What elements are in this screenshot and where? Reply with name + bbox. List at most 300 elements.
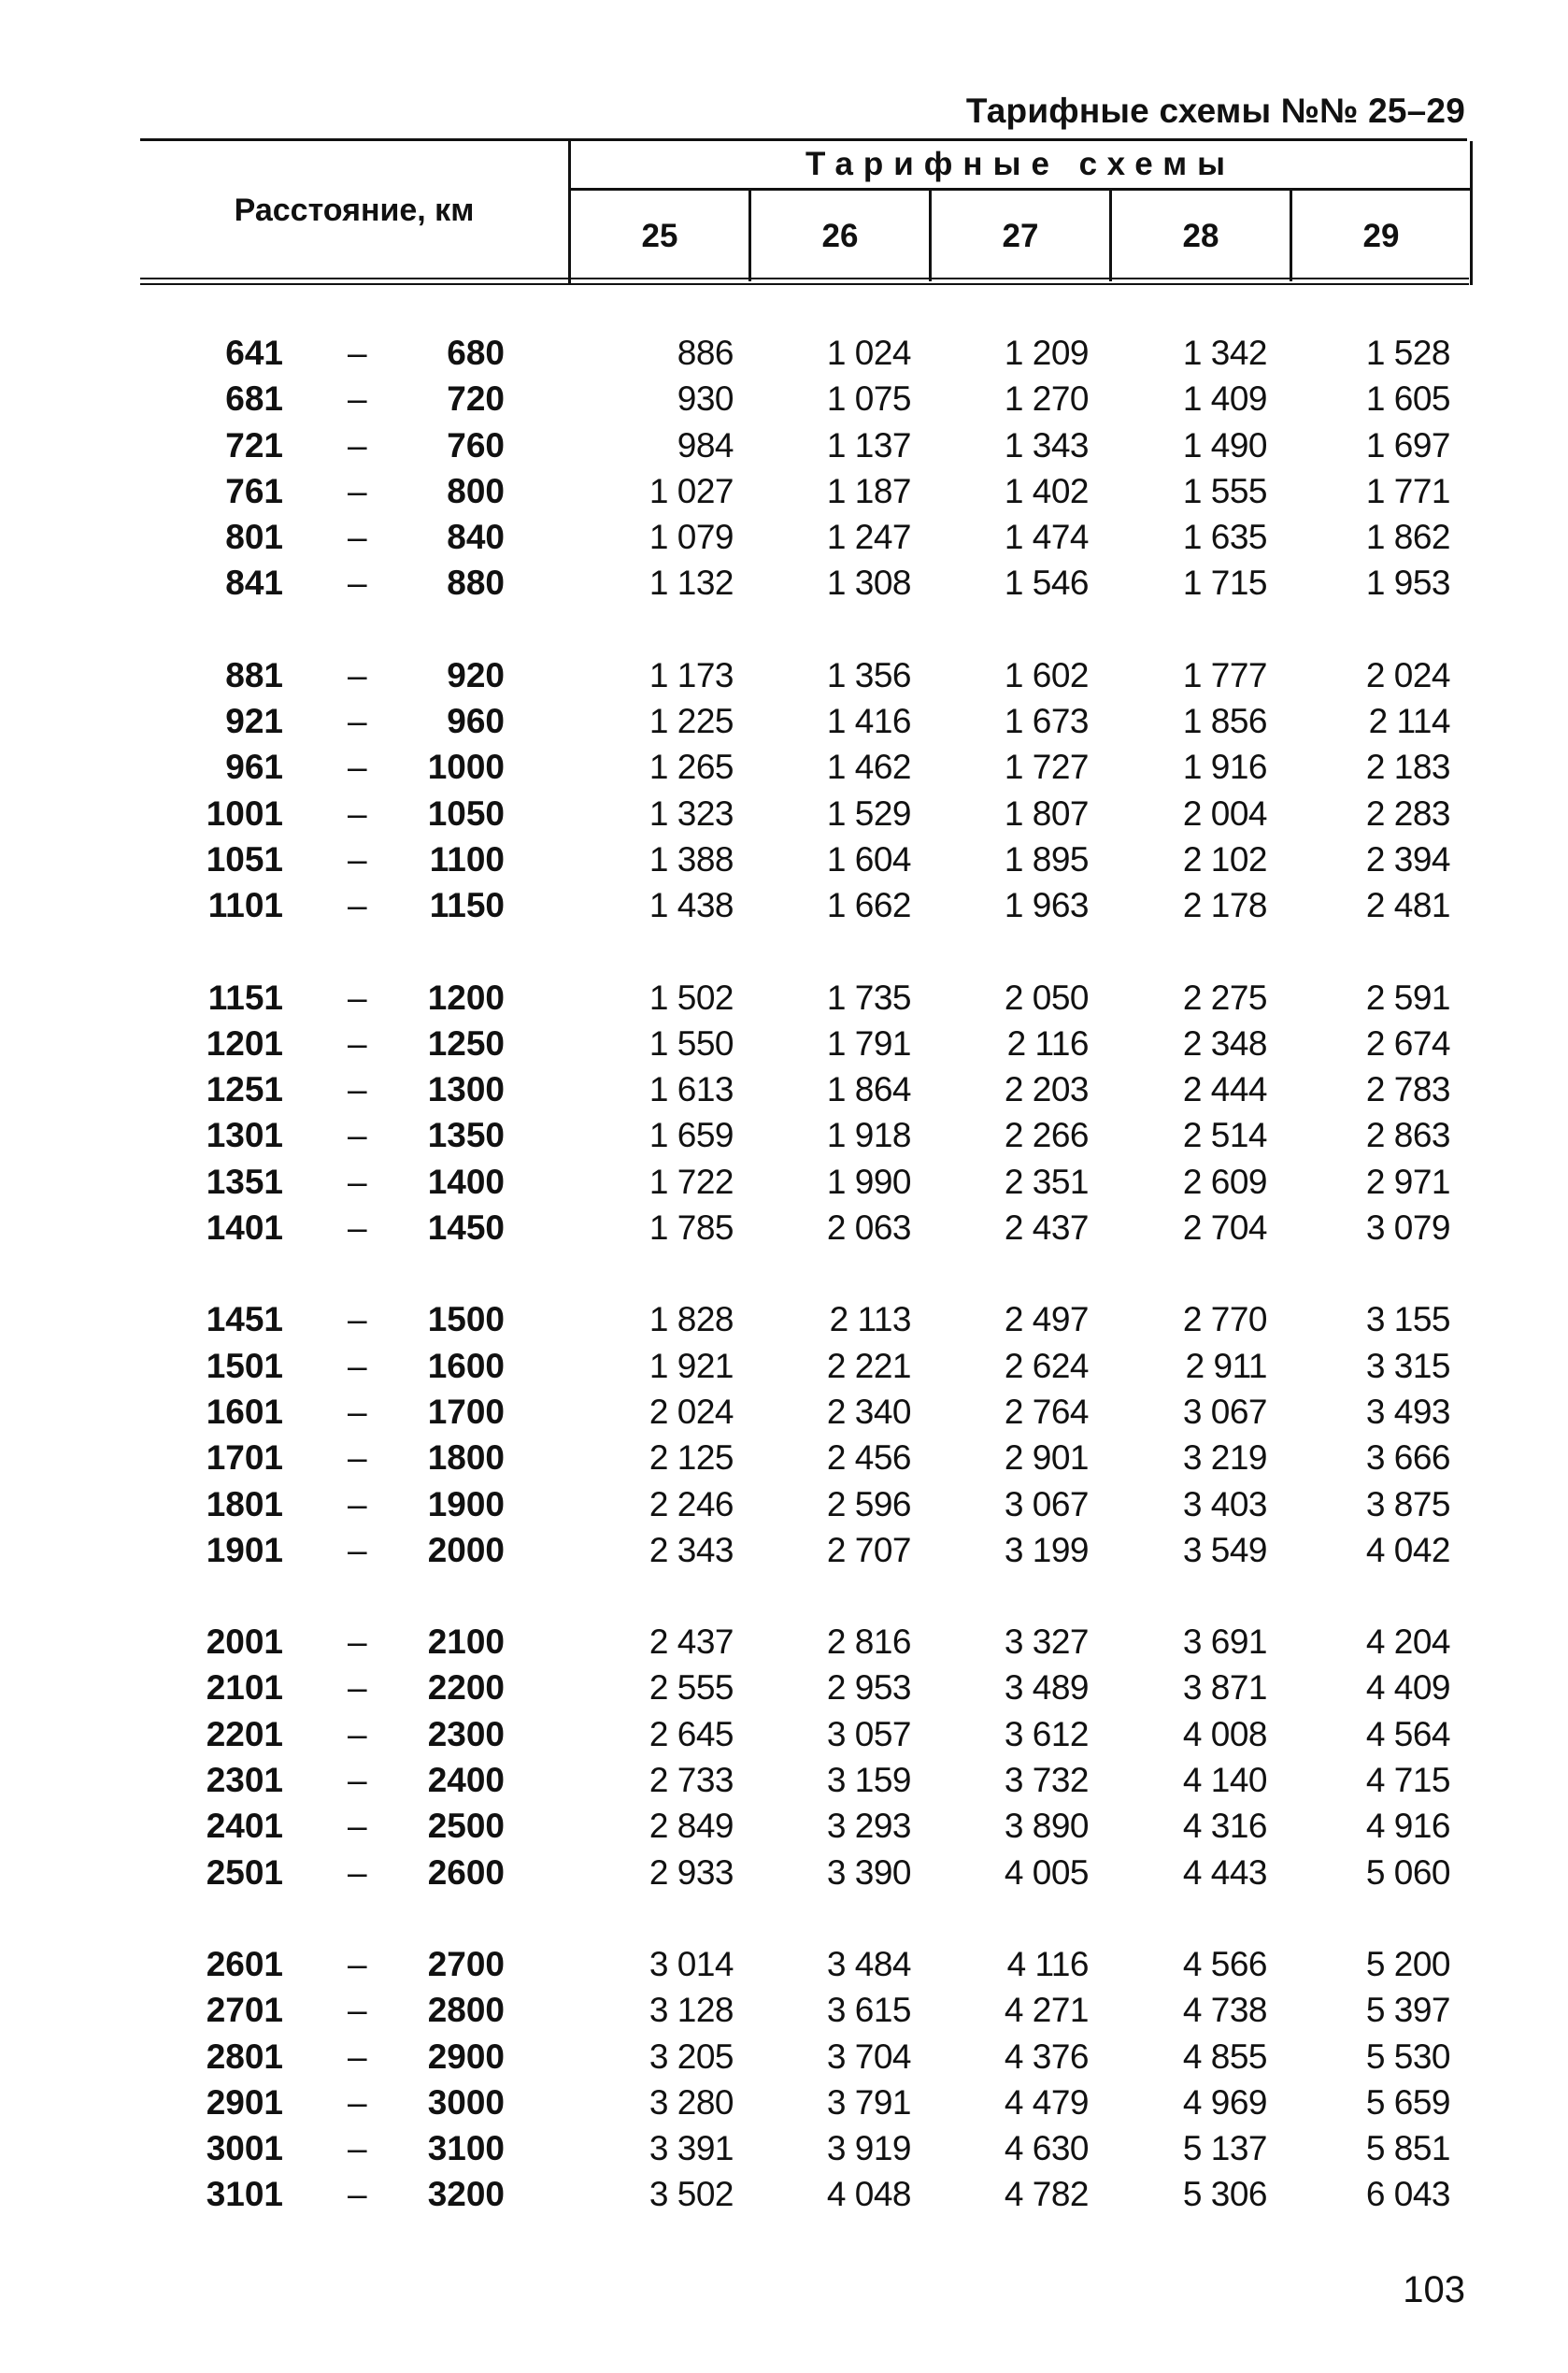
tariff-value-scheme-29: 5 397 — [1365, 1991, 1450, 2030]
tariff-table-body — [140, 330, 1467, 2264]
distance-range — [140, 1757, 505, 1803]
tariff-value-scheme-27: 3 732 — [1004, 1761, 1089, 1800]
tariff-value-scheme-26: 1 604 — [826, 839, 911, 879]
distance-from: 3101 — [206, 2175, 283, 2214]
tariff-value-scheme-26: 3 704 — [826, 2037, 911, 2076]
distance-range — [140, 1803, 505, 1849]
tariff-value-scheme-26: 1 529 — [826, 793, 911, 833]
tariff-value-scheme-27: 3 199 — [1004, 1530, 1089, 1569]
distance-from: 681 — [225, 379, 283, 419]
range-dash: – — [348, 1438, 367, 1478]
distance-to: 1150 — [429, 886, 505, 925]
range-dash: – — [348, 1300, 367, 1339]
range-dash: – — [348, 1852, 367, 1892]
tariff-value-scheme-28: 1 409 — [1182, 379, 1267, 419]
table-row — [140, 652, 1467, 698]
distance-range — [140, 1112, 505, 1158]
range-dash: – — [348, 518, 367, 557]
scheme-28-header: 28 — [1109, 191, 1290, 281]
tariff-value-scheme-29: 5 060 — [1365, 1852, 1450, 1892]
distance-to: 1050 — [427, 793, 505, 833]
tariff-value-scheme-29: 2 283 — [1365, 793, 1450, 833]
tariff-value-scheme-29: 2 971 — [1365, 1162, 1450, 1201]
table-row — [140, 1987, 1467, 2033]
tariff-value-scheme-28: 3 219 — [1182, 1438, 1267, 1478]
tariff-value-scheme-25: 2 125 — [649, 1438, 734, 1478]
tariff-value-scheme-27: 1 727 — [1004, 748, 1089, 787]
tariff-value-scheme-26: 3 159 — [826, 1761, 911, 1800]
distance-from: 641 — [225, 334, 283, 372]
tariff-value-scheme-25: 2 933 — [649, 1852, 734, 1892]
tariff-value-scheme-29: 2 674 — [1365, 1023, 1450, 1063]
table-row — [140, 1343, 1467, 1389]
tariff-value-scheme-25: 1 132 — [649, 564, 734, 603]
tariff-value-scheme-26: 3 791 — [826, 2082, 911, 2122]
distance-from: 881 — [225, 655, 283, 694]
distance-to: 2500 — [427, 1807, 505, 1846]
tariff-value-scheme-27: 4 005 — [1004, 1852, 1089, 1892]
distance-range — [140, 1389, 505, 1435]
distance-from: 1301 — [206, 1116, 283, 1155]
tariff-value-scheme-25: 1 323 — [649, 793, 734, 833]
distance-range — [140, 2125, 505, 2171]
range-dash: – — [348, 2037, 367, 2076]
tariff-value-scheme-27: 2 437 — [1004, 1208, 1089, 1248]
table-block — [140, 1619, 1467, 1895]
tariff-value-scheme-25: 1 027 — [649, 471, 734, 510]
tariff-value-scheme-26: 1 462 — [826, 748, 911, 787]
distance-range — [140, 422, 505, 468]
table-row — [140, 2080, 1467, 2125]
distance-from: 1351 — [206, 1162, 283, 1201]
tariff-value-scheme-29: 3 315 — [1365, 1346, 1450, 1385]
tariff-value-scheme-26: 1 024 — [826, 334, 911, 372]
scheme-numbers-row — [571, 191, 1470, 281]
tariff-value-scheme-26: 1 137 — [826, 425, 911, 465]
tariff-value-scheme-26: 1 356 — [826, 655, 911, 694]
tariff-value-scheme-26: 2 707 — [826, 1530, 911, 1569]
distance-range — [140, 836, 505, 882]
distance-from: 2001 — [206, 1623, 283, 1662]
scheme-25-header: 25 — [641, 217, 678, 254]
distance-from: 921 — [225, 702, 283, 741]
distance-range — [140, 1665, 505, 1710]
tariff-value-scheme-29: 6 043 — [1365, 2175, 1450, 2214]
tariff-value-scheme-25: 2 246 — [649, 1484, 734, 1523]
table-row — [140, 514, 1467, 560]
table-row — [140, 560, 1467, 606]
tariff-value-scheme-28: 3 549 — [1182, 1530, 1267, 1569]
tariff-value-scheme-27: 1 673 — [1004, 702, 1089, 741]
tariff-value-scheme-26: 2 340 — [826, 1392, 911, 1431]
tariff-value-scheme-29: 5 530 — [1365, 2037, 1450, 2076]
tariff-value-scheme-28: 4 140 — [1182, 1761, 1267, 1800]
scheme-26-header: 26 — [748, 191, 929, 281]
tariff-value-scheme-29: 2 863 — [1365, 1116, 1450, 1155]
tariff-value-scheme-27: 3 890 — [1004, 1807, 1089, 1846]
tariff-value-scheme-25: 1 785 — [649, 1208, 734, 1248]
tariff-value-scheme-26: 3 919 — [826, 2129, 911, 2168]
distance-to: 1600 — [427, 1346, 505, 1385]
range-dash: – — [348, 379, 367, 419]
distance-to: 1400 — [427, 1162, 505, 1201]
distance-range — [140, 376, 505, 422]
distance-from: 721 — [225, 425, 283, 465]
distance-from: 1901 — [206, 1530, 283, 1569]
tariff-value-scheme-25: 1 613 — [649, 1070, 734, 1109]
tariff-value-scheme-28: 2 178 — [1182, 886, 1267, 925]
schemes-group-label: Тарифные схемы — [571, 141, 1470, 191]
table-row — [140, 1757, 1467, 1803]
tariff-value-scheme-25: 3 128 — [649, 1991, 734, 2030]
table-row — [140, 1527, 1467, 1573]
tariff-value-scheme-27: 2 624 — [1004, 1346, 1089, 1385]
range-dash: – — [348, 1714, 367, 1753]
table-row — [140, 2171, 1467, 2217]
table-row — [140, 1296, 1467, 1342]
tariff-value-scheme-29: 2 394 — [1365, 839, 1450, 879]
tariff-value-scheme-26: 1 864 — [826, 1070, 911, 1109]
tariff-value-scheme-28: 2 444 — [1182, 1070, 1267, 1109]
distance-range — [140, 975, 505, 1021]
distance-to: 3200 — [427, 2175, 505, 2214]
distance-to: 2900 — [427, 2037, 505, 2076]
tariff-value-scheme-25: 1 722 — [649, 1162, 734, 1201]
range-dash: – — [348, 1623, 367, 1662]
distance-range — [140, 1850, 505, 1895]
tariff-value-scheme-25: 3 205 — [649, 2037, 734, 2076]
range-dash: – — [348, 839, 367, 879]
table-row — [140, 698, 1467, 744]
tariff-value-scheme-26: 1 416 — [826, 702, 911, 741]
distance-range — [140, 744, 505, 790]
distance-range — [140, 1481, 505, 1527]
distance-from: 2701 — [206, 1991, 283, 2030]
distance-to: 920 — [447, 655, 505, 694]
distance-from: 1401 — [206, 1208, 283, 1248]
tariff-value-scheme-25: 2 343 — [649, 1530, 734, 1569]
distance-from: 1601 — [206, 1392, 283, 1431]
range-dash: – — [348, 1668, 367, 1708]
range-dash: – — [348, 1530, 367, 1569]
table-row — [140, 1619, 1467, 1665]
tariff-value-scheme-25: 1 502 — [649, 978, 734, 1017]
distance-from: 1151 — [207, 978, 283, 1017]
tariff-value-scheme-29: 3 493 — [1365, 1392, 1450, 1431]
distance-column-label: Расстояние, км — [234, 192, 475, 228]
table-row — [140, 330, 1467, 376]
range-dash: – — [348, 425, 367, 465]
table-row — [140, 422, 1467, 468]
distance-from: 2501 — [206, 1852, 283, 1892]
distance-to: 2600 — [427, 1852, 505, 1892]
table-row — [140, 1941, 1467, 1987]
tariff-value-scheme-27: 4 630 — [1004, 2129, 1089, 2168]
tariff-value-scheme-28: 2 770 — [1182, 1300, 1267, 1339]
distance-from: 3001 — [206, 2129, 283, 2168]
distance-range — [140, 1066, 505, 1112]
tariff-value-scheme-26: 2 596 — [826, 1484, 911, 1523]
distance-from: 1251 — [206, 1070, 283, 1109]
tariff-value-scheme-27: 1 546 — [1004, 564, 1089, 603]
tariff-value-scheme-29: 3 875 — [1365, 1484, 1450, 1523]
table-row — [140, 2125, 1467, 2171]
tariff-value-scheme-29: 1 862 — [1365, 518, 1450, 557]
distance-to: 720 — [447, 379, 505, 419]
distance-to: 680 — [447, 334, 505, 372]
tariff-value-scheme-25: 3 280 — [649, 2082, 734, 2122]
distance-range — [140, 1205, 505, 1251]
range-dash: – — [348, 2129, 367, 2168]
tariff-value-scheme-28: 4 855 — [1182, 2037, 1267, 2076]
tariff-value-scheme-27: 1 602 — [1004, 655, 1089, 694]
range-dash: – — [348, 1116, 367, 1155]
range-dash: – — [348, 748, 367, 787]
tariff-value-scheme-27: 1 474 — [1004, 518, 1089, 557]
tariff-value-scheme-26: 1 791 — [826, 1023, 911, 1063]
tariff-value-scheme-27: 1 963 — [1004, 886, 1089, 925]
table-row — [140, 1803, 1467, 1849]
distance-column-header — [140, 141, 568, 285]
table-row — [140, 2034, 1467, 2080]
tariff-value-scheme-27: 3 067 — [1004, 1484, 1089, 1523]
distance-to: 1500 — [427, 1300, 505, 1339]
range-dash: – — [348, 471, 367, 510]
tariff-value-scheme-26: 3 057 — [826, 1714, 911, 1753]
table-row — [140, 1112, 1467, 1158]
table-row — [140, 1435, 1467, 1480]
tariff-value-scheme-27: 1 402 — [1004, 471, 1089, 510]
tariff-value-scheme-29: 4 042 — [1365, 1530, 1450, 1569]
tariff-value-scheme-26: 1 735 — [826, 978, 911, 1017]
tariff-value-scheme-26: 1 075 — [826, 379, 911, 419]
distance-to: 1300 — [427, 1070, 505, 1109]
tariff-value-scheme-28: 2 275 — [1182, 978, 1267, 1017]
distance-range — [140, 2080, 505, 2125]
table-row — [140, 1159, 1467, 1205]
distance-from: 1101 — [207, 886, 283, 925]
range-dash: – — [348, 334, 367, 372]
tariff-value-scheme-25: 1 828 — [649, 1300, 734, 1339]
distance-range — [140, 652, 505, 698]
range-dash: – — [348, 1761, 367, 1800]
tariff-value-scheme-26: 3 484 — [826, 1944, 911, 1983]
distance-range — [140, 1159, 505, 1205]
tariff-value-scheme-28: 4 566 — [1182, 1944, 1267, 1983]
tariff-value-scheme-25: 886 — [677, 334, 734, 372]
distance-range — [140, 1941, 505, 1987]
distance-range — [140, 2171, 505, 2217]
tariff-value-scheme-26: 1 187 — [826, 471, 911, 510]
schemes-header — [568, 141, 1473, 285]
distance-to: 2100 — [427, 1623, 505, 1662]
distance-to: 1900 — [427, 1484, 505, 1523]
distance-to: 2800 — [427, 1991, 505, 2030]
distance-range — [140, 1987, 505, 2033]
tariff-value-scheme-28: 4 008 — [1182, 1714, 1267, 1753]
distance-range — [140, 791, 505, 836]
range-dash: – — [348, 1392, 367, 1431]
tariff-value-scheme-27: 1 807 — [1004, 793, 1089, 833]
tariff-value-scheme-27: 2 764 — [1004, 1392, 1089, 1431]
distance-range — [140, 330, 505, 376]
tariff-value-scheme-27: 4 116 — [1006, 1944, 1089, 1983]
table-row — [140, 975, 1467, 1021]
distance-to: 2400 — [427, 1761, 505, 1800]
tariff-value-scheme-25: 1 225 — [649, 702, 734, 741]
table-row — [140, 836, 1467, 882]
tariff-value-scheme-27: 2 351 — [1004, 1162, 1089, 1201]
distance-range — [140, 2034, 505, 2080]
page-caption: Тарифные схемы №№ 25–29 — [965, 92, 1465, 130]
tariff-value-scheme-26: 3 293 — [826, 1807, 911, 1846]
tariff-value-scheme-29: 1 528 — [1365, 334, 1450, 372]
tariff-value-scheme-29: 4 204 — [1365, 1623, 1450, 1662]
tariff-value-scheme-25: 1 550 — [649, 1023, 734, 1063]
distance-from: 1201 — [206, 1023, 283, 1063]
range-dash: – — [348, 564, 367, 603]
distance-to: 1100 — [429, 839, 505, 879]
distance-range — [140, 468, 505, 514]
tariff-value-scheme-25: 930 — [677, 379, 734, 419]
tariff-value-scheme-29: 5 659 — [1365, 2082, 1450, 2122]
range-dash: – — [348, 1991, 367, 2030]
tariff-value-scheme-27: 1 270 — [1004, 379, 1089, 419]
range-dash: – — [348, 793, 367, 833]
table-row — [140, 376, 1467, 422]
tariff-value-scheme-29: 4 916 — [1365, 1807, 1450, 1846]
distance-from: 1801 — [206, 1484, 283, 1523]
tariff-value-scheme-28: 2 911 — [1185, 1346, 1267, 1385]
tariff-value-scheme-28: 2 348 — [1182, 1023, 1267, 1063]
tariff-value-scheme-25: 3 391 — [649, 2129, 734, 2168]
tariff-value-scheme-25: 1 173 — [649, 655, 734, 694]
distance-to: 1200 — [427, 978, 505, 1017]
tariff-value-scheme-29: 1 605 — [1365, 379, 1450, 419]
distance-to: 2300 — [427, 1714, 505, 1753]
tariff-value-scheme-26: 1 990 — [826, 1162, 911, 1201]
range-dash: – — [348, 978, 367, 1017]
distance-to: 880 — [447, 564, 505, 603]
tariff-value-scheme-26: 4 048 — [826, 2175, 911, 2214]
tariff-value-scheme-29: 2 481 — [1365, 886, 1450, 925]
distance-from: 761 — [225, 471, 283, 510]
range-dash: – — [348, 1162, 367, 1201]
tariff-value-scheme-29: 5 851 — [1365, 2129, 1450, 2168]
tariff-value-scheme-28: 1 342 — [1182, 334, 1267, 372]
distance-range — [140, 882, 505, 928]
tariff-value-scheme-28: 3 403 — [1182, 1484, 1267, 1523]
range-dash: – — [348, 1208, 367, 1248]
distance-to: 1700 — [427, 1392, 505, 1431]
distance-range — [140, 1343, 505, 1389]
tariff-value-scheme-28: 1 856 — [1182, 702, 1267, 741]
range-dash: – — [348, 1807, 367, 1846]
distance-to: 1350 — [427, 1116, 505, 1155]
range-dash: – — [348, 886, 367, 925]
scheme-27-header: 27 — [929, 191, 1109, 281]
tariff-value-scheme-25: 1 079 — [649, 518, 734, 557]
table-row — [140, 1711, 1467, 1757]
tariff-value-scheme-29: 1 697 — [1365, 425, 1450, 465]
distance-to: 2000 — [427, 1530, 505, 1569]
tariff-value-scheme-28: 1 490 — [1182, 425, 1267, 465]
tariff-value-scheme-25: 2 645 — [649, 1714, 734, 1753]
tariff-value-scheme-27: 1 343 — [1004, 425, 1089, 465]
tariff-value-scheme-25: 2 024 — [649, 1392, 734, 1431]
distance-range — [140, 1296, 505, 1342]
tariff-value-scheme-25: 2 555 — [649, 1668, 734, 1708]
tariff-value-scheme-27: 3 327 — [1004, 1623, 1089, 1662]
table-block — [140, 652, 1467, 929]
tariff-value-scheme-28: 5 137 — [1182, 2129, 1267, 2168]
distance-from: 2201 — [206, 1714, 283, 1753]
distance-to: 960 — [447, 702, 505, 741]
tariff-value-scheme-27: 3 489 — [1004, 1668, 1089, 1708]
tariff-value-scheme-27: 2 050 — [1004, 978, 1089, 1017]
distance-from: 1451 — [206, 1300, 283, 1339]
table-block — [140, 1941, 1467, 2218]
table-row — [140, 744, 1467, 790]
table-block — [140, 975, 1467, 1251]
distance-from: 2601 — [206, 1944, 283, 1983]
tariff-value-scheme-29: 3 666 — [1365, 1438, 1450, 1478]
distance-to: 2700 — [427, 1944, 505, 1983]
distance-from: 1001 — [206, 793, 283, 833]
tariff-value-scheme-26: 1 662 — [826, 886, 911, 925]
tariff-value-scheme-27: 3 612 — [1004, 1714, 1089, 1753]
distance-to: 3100 — [427, 2129, 505, 2168]
distance-range — [140, 1619, 505, 1665]
distance-to: 3000 — [427, 2082, 505, 2122]
page-number: 103 — [1403, 2269, 1465, 2310]
tariff-value-scheme-26: 3 615 — [826, 1991, 911, 2030]
distance-to: 760 — [447, 425, 505, 465]
table-block — [140, 330, 1467, 607]
range-dash: – — [348, 702, 367, 741]
distance-range — [140, 1435, 505, 1480]
tariff-value-scheme-29: 3 079 — [1365, 1208, 1450, 1248]
tariff-value-scheme-27: 2 203 — [1004, 1070, 1089, 1109]
tariff-value-scheme-27: 4 479 — [1004, 2082, 1089, 2122]
header-double-rule — [140, 278, 1469, 285]
tariff-value-scheme-26: 2 113 — [829, 1300, 911, 1339]
table-row — [140, 1205, 1467, 1251]
distance-to: 1000 — [427, 748, 505, 787]
distance-range — [140, 1711, 505, 1757]
distance-range — [140, 698, 505, 744]
tariff-value-scheme-25: 984 — [677, 425, 734, 465]
tariff-value-scheme-25: 2 733 — [649, 1761, 734, 1800]
tariff-value-scheme-29: 2 024 — [1365, 655, 1450, 694]
table-row — [140, 882, 1467, 928]
tariff-value-scheme-27: 4 782 — [1004, 2175, 1089, 2214]
tariff-value-scheme-28: 2 004 — [1182, 793, 1267, 833]
range-dash: – — [348, 655, 367, 694]
tariff-value-scheme-25: 1 438 — [649, 886, 734, 925]
tariff-value-scheme-27: 4 376 — [1004, 2037, 1089, 2076]
tariff-value-scheme-27: 2 266 — [1004, 1116, 1089, 1155]
tariff-value-scheme-29: 3 155 — [1365, 1300, 1450, 1339]
tariff-value-scheme-29: 4 715 — [1365, 1761, 1450, 1800]
distance-from: 2401 — [206, 1807, 283, 1846]
tariff-value-scheme-28: 4 738 — [1182, 1991, 1267, 2030]
tariff-value-scheme-25: 3 502 — [649, 2175, 734, 2214]
range-dash: – — [348, 2175, 367, 2214]
tariff-value-scheme-25: 1 659 — [649, 1116, 734, 1155]
table-block — [140, 1296, 1467, 1573]
tariff-value-scheme-25: 1 921 — [649, 1346, 734, 1385]
